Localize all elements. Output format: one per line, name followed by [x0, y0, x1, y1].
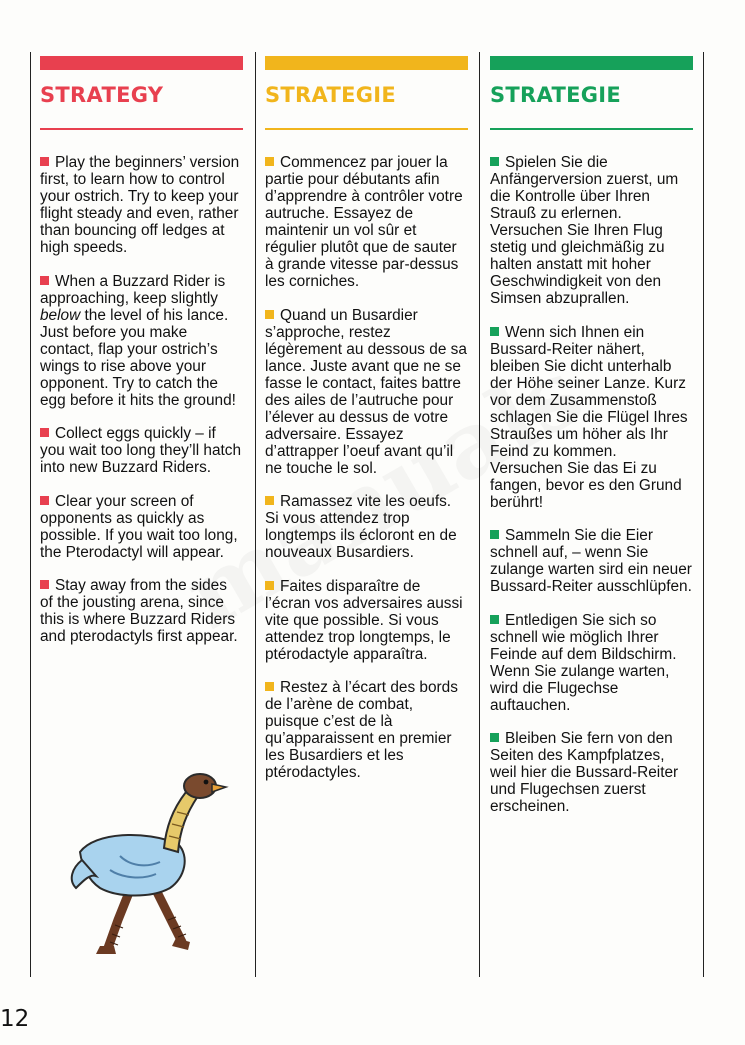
ostrich-illustration — [60, 770, 230, 960]
tip-text: below — [40, 306, 81, 324]
french-title-rule — [265, 128, 468, 130]
tip-text: the level of his lance. Just before you make contact, flap your ostrich’s wings to rise above your opponent. Try to catch the egg before it hits the ground! — [40, 306, 236, 409]
french-items — [265, 154, 468, 781]
column-divider — [255, 52, 256, 977]
english-title-rule — [40, 128, 243, 130]
strategy-tip — [490, 730, 693, 815]
column-divider — [703, 52, 704, 977]
tip-text: Entledigen Sie sich so schnell wie möglich Ihrer Feinde auf dem Bildschirm. Wenn Sie zulange warten, wird die Flugechse auftauchen. — [490, 611, 677, 714]
bullet-square-icon — [265, 157, 274, 166]
english-column — [40, 56, 243, 662]
strategy-tip — [265, 154, 468, 290]
strategy-tip — [490, 612, 693, 714]
tip-text: When a Buzzard Rider is approaching, keep slightly — [40, 272, 226, 307]
english-items — [40, 154, 243, 645]
german-title-rule — [490, 128, 693, 130]
tip-text: Ramassez vite les oeufs. Si vous attendez trop longtemps ils écloront en de nouveaux Busardiers. — [265, 493, 457, 561]
tip-text: Faites disparaître de l’écran vos adversaires aussi vite que possible. Si vous attendez trop longtemps, le ptérodactyle apparaîtra. — [265, 577, 463, 663]
tip-text: Wenn sich Ihnen ein Bussard-Reiter nähert, bleiben Sie dicht unterhalb der Höhe seiner Lanze. Kurz vor dem Zusammenstoß schlagen Sie die Flügel Ihres Straußes um höher als Ihr Feind zu kommen. Versuchen Sie das Ei zu fangen, bevor es den Grund berührt! — [490, 323, 688, 511]
tip-text: Collect eggs quickly – if you wait too long they’ll hatch into new Buzzard Riders. — [40, 425, 242, 476]
tip-text: Clear your screen of opponents as quickly as possible. If you wait too long, the Pterodactyl will appear. — [40, 492, 238, 561]
german-color-bar — [490, 56, 693, 70]
french-column — [265, 56, 468, 798]
strategy-tip — [490, 324, 693, 511]
bullet-square-icon — [490, 157, 499, 166]
english-title: STRATEGY — [40, 83, 164, 107]
bullet-square-icon — [490, 733, 499, 742]
french-color-bar — [265, 56, 468, 70]
strategy-tip — [40, 154, 243, 256]
strategy-tip — [40, 425, 243, 476]
strategy-tip — [265, 679, 468, 781]
bullet-square-icon — [265, 581, 274, 590]
tip-text: Play the beginners’ version first, to learn how to control your ostrich. Try to keep your flight steady and even, rather than bouncing off ledges at high speeds. — [40, 154, 240, 256]
bullet-square-icon — [40, 157, 49, 166]
german-title: STRATEGIE — [490, 83, 622, 107]
tip-text: Bleiben Sie fern von den Seiten des Kampfplatzes, weil hier die Bussard-Reiter und Flugechsen zuerst erscheinen. — [490, 730, 679, 815]
bullet-square-icon — [40, 580, 49, 589]
strategy-tip — [265, 493, 468, 561]
french-title: STRATEGIE — [265, 83, 397, 107]
bullet-square-icon — [40, 276, 49, 285]
tip-text: Spielen Sie die Anfängerversion zuerst, um die Kontrolle über Ihren Strauß zu erlernen. Versuchen Sie Ihren Flug stetig und gleichmäßig zu halten anstatt mit hoher Geschwindigkeit von den Simsen abzuprallen. — [490, 154, 679, 307]
tip-text: Quand un Busardier s’approche, restez légèrement au dessous de sa lance. Juste avant que ne se fasse le contact, faites battre des ailes de l’autruche pour l’élever au dessus de votre adversaire. Essayez d’attrapper l’oeuf avant qu’il ne touche le sol. — [265, 306, 467, 477]
tip-text: Restez à l’écart des bords de l’arène de combat, puisque c’est de là qu’apparaissent en premier les Busardiers et les ptérodactyles. — [265, 679, 458, 781]
german-items — [490, 154, 693, 815]
german-column — [490, 56, 693, 832]
strategy-tip — [40, 273, 243, 409]
strategy-tip — [490, 527, 693, 595]
bullet-square-icon — [490, 530, 499, 539]
strategy-tip — [265, 307, 468, 477]
bullet-square-icon — [490, 615, 499, 624]
strategy-tip — [490, 154, 693, 307]
english-color-bar — [40, 56, 243, 70]
strategy-tip — [265, 578, 468, 663]
bullet-square-icon — [265, 496, 274, 505]
column-divider — [479, 52, 480, 977]
strategy-tip — [40, 493, 243, 561]
column-divider — [30, 52, 31, 977]
strategy-tip — [40, 577, 243, 645]
bullet-square-icon — [40, 496, 49, 505]
tip-text: Stay away from the sides of the jousting arena, since this is where Buzzard Riders and pterodactyls first appear. — [40, 577, 238, 645]
bullet-square-icon — [265, 310, 274, 319]
bullet-square-icon — [265, 682, 274, 691]
bullet-square-icon — [490, 327, 499, 336]
tip-text: Commencez par jouer la partie pour débutants afin d’apprendre à contrôler votre autruche. Essayez de maintenir un vol sûr et régulier plutôt que de sauter à grande vitesse par-dessus les corniches. — [265, 154, 463, 290]
bullet-square-icon — [40, 428, 49, 437]
tip-text: Sammeln Sie die Eier schnell auf, – wenn Sie zulange warten sird ein neuer Bussard-Reiter ausschlüpfen. — [490, 527, 692, 595]
page-number: 12 — [0, 1006, 30, 1032]
